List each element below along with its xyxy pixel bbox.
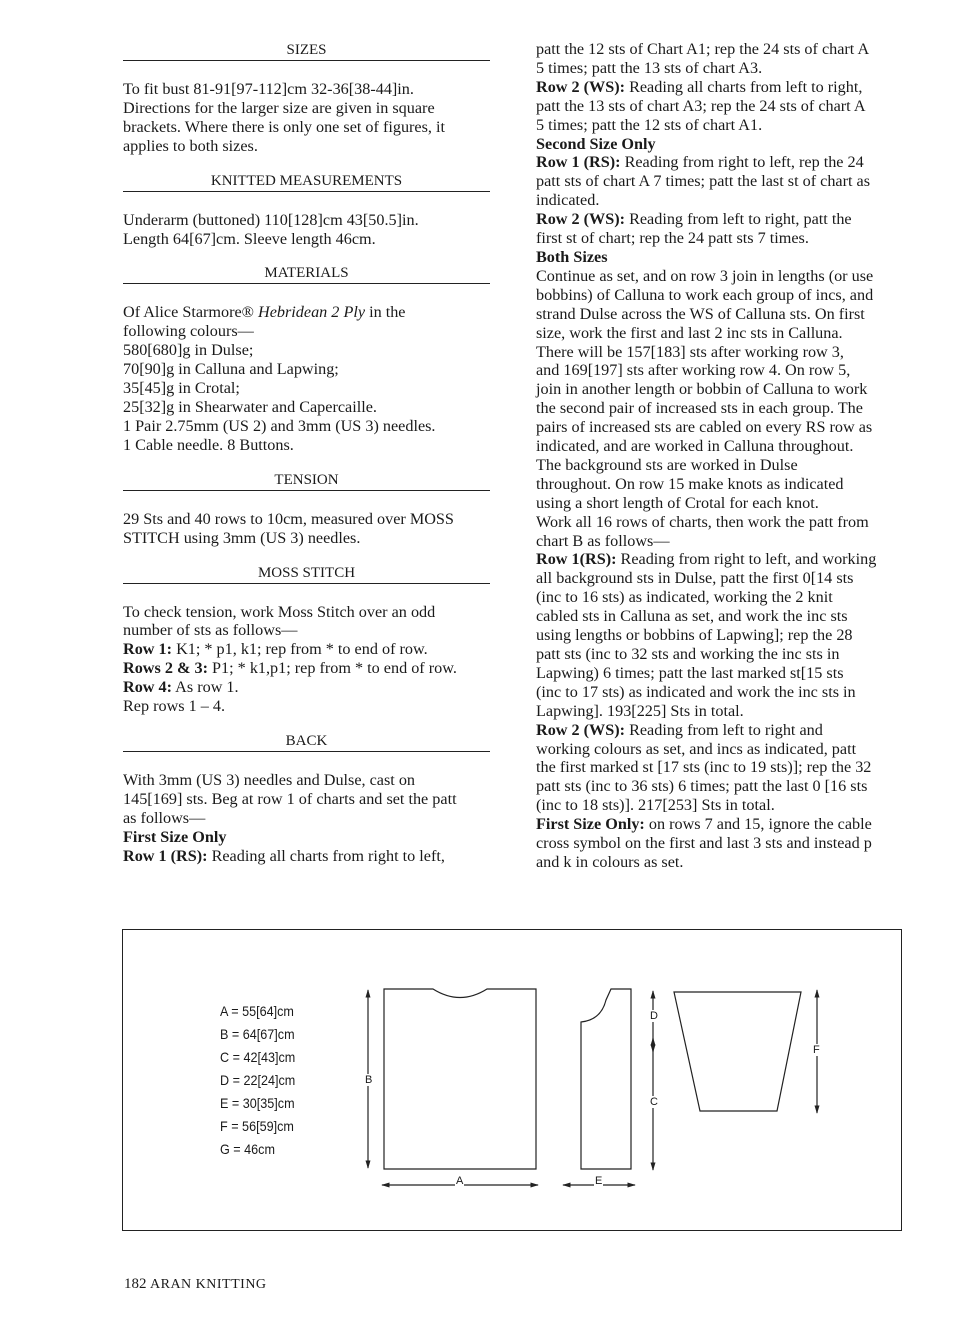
- moss-line: number of sts as follows—: [123, 621, 298, 640]
- instruction-line: [536, 607, 904, 626]
- instruction-text: 5 times; patt the 13 sts of chart A3.: [536, 58, 763, 77]
- instruction-text: (inc to 18 sts)]. 217[253] Sts in total.: [536, 796, 775, 815]
- moss-row: [123, 659, 490, 678]
- instruction-line: [536, 758, 904, 777]
- instruction-text: first st of chart; rep the 24 patt sts 7 times.: [536, 229, 809, 248]
- sizes-line: Directions for the larger size are given in square: [123, 98, 435, 117]
- section-rule: [123, 283, 490, 284]
- instruction-line: [536, 513, 904, 532]
- instruction-line: [536, 721, 904, 740]
- label-d: D: [650, 1010, 658, 1022]
- instruction-line: [536, 418, 904, 437]
- instruction-line: [536, 532, 904, 551]
- instruction-line: [536, 210, 904, 229]
- tension-line: STITCH using 3mm (US 3) needles.: [123, 528, 361, 547]
- tension-line: 29 Sts and 40 rows to 10cm, measured over MOSS: [123, 509, 454, 528]
- instruction-text: using lengths or bobbins of Lapwing]; rep the 28: [536, 626, 853, 645]
- instruction-text: pairs of increased sts are cabled on every RS row as: [536, 418, 873, 437]
- section-title-sizes: SIZES: [286, 42, 327, 58]
- instruction-text: indicated.: [536, 191, 600, 210]
- back-line: as follows—: [123, 808, 206, 827]
- instruction-line: [536, 305, 904, 324]
- instruction-text: patt the 13 sts of chart A3; rep the 24 sts of chart A: [536, 96, 866, 115]
- instruction-line: [536, 702, 904, 721]
- instruction-text: patt the 12 sts of Chart A1; rep the 24 sts of chart A: [536, 40, 870, 58]
- instruction-line: [536, 683, 904, 702]
- section-title-materials: MATERIALS: [264, 265, 349, 282]
- instruction-text: patt sts (inc to 36 sts) 6 times; patt the last 0 [16 sts: [536, 777, 868, 796]
- instruction-line: [536, 40, 904, 59]
- materials-suffix: in the: [365, 303, 406, 322]
- instruction-line: [536, 229, 904, 248]
- yarn-name: Hebridean 2 Ply: [258, 303, 366, 322]
- instruction-text: cabled sts in Calluna as set, and work the inc sts: [536, 607, 848, 626]
- row-label: Row 4:: [123, 678, 173, 697]
- legend-item: D = 22[24]cm: [220, 1072, 296, 1088]
- instruction-line: [536, 97, 904, 116]
- instruction-text: (inc to 17 sts) as indicated and work the inc sts in: [536, 682, 856, 701]
- instruction-text: working colours as set, and incs as indicated, patt: [536, 739, 857, 758]
- instruction-text: and k in colours as set.: [536, 852, 684, 871]
- instruction-line: [536, 191, 904, 210]
- instruction-line: [536, 494, 904, 513]
- label-c: C: [650, 1096, 658, 1108]
- materials-line: 1 Pair 2.75mm (US 2) and 3mm (US 3) needles.: [123, 416, 436, 435]
- sizes-line: applies to both sizes.: [123, 136, 258, 155]
- row-label: Row 1:: [123, 640, 173, 659]
- back-piece-outline: [384, 989, 536, 1169]
- instruction-text: cross symbol on the first and last 3 sts and instead p: [536, 834, 872, 853]
- instruction-line: [536, 664, 904, 683]
- moss-row: [123, 640, 490, 659]
- instruction-text: Reading all charts from left to right,: [625, 77, 863, 96]
- instruction-text: Continue as set, and on row 3 join in lengths (or use: [536, 266, 874, 285]
- left-column: [123, 40, 490, 880]
- instruction-text: strand Dulse across the WS of Calluna sts. On first: [536, 304, 865, 323]
- instruction-line: [536, 777, 904, 796]
- row-label: Row 1 (RS):: [536, 153, 621, 172]
- instruction-text: throughout. On row 15 make knots as indicated: [536, 474, 844, 493]
- instruction-line: [536, 796, 904, 815]
- instruction-line: [536, 399, 904, 418]
- instruction-line: [536, 645, 904, 664]
- instruction-line: [536, 361, 904, 380]
- instruction-line: [536, 324, 904, 343]
- instruction-text: chart B as follows—: [536, 531, 670, 550]
- instruction-line: [536, 740, 904, 759]
- instruction-text: (inc to 16 sts) as indicated, working the 2 knit: [536, 588, 833, 607]
- legend-item: G = 46cm: [220, 1141, 275, 1157]
- instruction-text: Reading from right to left, and working: [616, 550, 877, 569]
- section-rule: [123, 191, 490, 192]
- section-title-tension: TENSION: [274, 471, 339, 488]
- row-label: Row 1(RS):: [536, 550, 617, 569]
- materials-line: 1 Cable needle. 8 Buttons.: [123, 435, 294, 454]
- back-body: [123, 771, 490, 866]
- section-rule: [123, 583, 490, 584]
- legend-item: A = 55[64]cm: [220, 1003, 294, 1019]
- section-title-back: BACK: [285, 732, 328, 749]
- row-text: As row 1.: [172, 678, 239, 697]
- instruction-line: [536, 626, 904, 645]
- instruction-text: the second pair of increased sts in each group. The: [536, 399, 863, 418]
- instruction-text: indicated, and are worked in Calluna throughout.: [536, 437, 854, 456]
- instruction-line: [536, 78, 904, 97]
- instruction-line: [536, 853, 904, 872]
- sleeve-outline: [674, 992, 801, 1111]
- instruction-line: [536, 437, 904, 456]
- page-footer: [124, 1276, 267, 1293]
- materials-prefix: Of Alice Starmore®: [123, 303, 259, 322]
- instruction-text: Lapwing) 6 times; patt the last marked st[15 sts: [536, 663, 844, 682]
- materials-line: 25[32]g in Shearwater and Capercaille.: [123, 397, 377, 416]
- moss-line: To check tension, work Moss Stitch over an odd: [123, 602, 436, 621]
- section-rule: [123, 490, 490, 491]
- measurements-line: Underarm (buttoned) 110[128]cm 43[50.5]in.: [123, 210, 419, 229]
- section-title-knitted-measurements: KNITTED MEASUREMENTS: [210, 172, 403, 189]
- moss-stitch-body: [123, 603, 490, 716]
- row-label: Second Size Only: [536, 134, 656, 153]
- row-label: Row 2 (WS):: [536, 720, 626, 739]
- section-title-moss-stitch: MOSS STITCH: [257, 564, 356, 581]
- section-rule: [123, 60, 490, 61]
- label-a: A: [456, 1175, 464, 1187]
- instruction-line: [536, 153, 904, 172]
- label-e: E: [595, 1175, 603, 1187]
- schematic-diagram: [122, 929, 902, 1231]
- back-row: [123, 847, 490, 866]
- instruction-line: [536, 286, 904, 305]
- row-text: Reading all charts from right to left,: [207, 846, 445, 865]
- moss-tail: Rep rows 1 – 4.: [123, 697, 226, 716]
- materials-line: 35[45]g in Crotal;: [123, 379, 240, 398]
- moss-row: [123, 678, 490, 697]
- row-label: Row 2 (WS):: [536, 210, 626, 229]
- instruction-text: patt sts (inc to 32 sts and working the inc sts in: [536, 645, 840, 663]
- back-line: With 3mm (US 3) needles and Dulse, cast on: [123, 770, 416, 789]
- materials-line: 70[90]g in Calluna and Lapwing;: [123, 360, 339, 379]
- instruction-text: join in another length or bobbin of Calluna to work: [536, 380, 868, 399]
- schematic-shapes: [123, 930, 901, 1230]
- instruction-text: using a short length of Crotal for each knot.: [536, 493, 819, 512]
- legend-item: E = 30[35]cm: [220, 1095, 295, 1111]
- instruction-text: on rows 7 and 15, ignore the cable: [644, 815, 872, 834]
- instruction-line: [536, 569, 904, 588]
- legend-item: B = 64[67]cm: [220, 1026, 295, 1042]
- instruction-text: Reading from left to right and: [625, 720, 823, 739]
- instruction-text: the first marked st [17 sts (inc to 19 sts)]; rep the 32: [536, 758, 872, 777]
- back-line: 145[169] sts. Beg at row 1 of charts and set the patt: [123, 789, 457, 808]
- instruction-text: and 169[197] sts after working row 4. On row 5,: [536, 361, 851, 380]
- right-column: [536, 40, 904, 872]
- row-text: P1; * k1,p1; rep from * to end of row.: [207, 659, 457, 678]
- measurements-body: [123, 211, 490, 249]
- book-title: ARAN KNITTING: [150, 1277, 267, 1292]
- instruction-text: The background sts are worked in Dulse: [536, 455, 798, 474]
- instruction-line: [536, 834, 904, 853]
- instruction-line: [536, 343, 904, 362]
- instruction-text: Work all 16 rows of charts, then work the patt from: [536, 512, 869, 531]
- page-number: 182: [124, 1276, 147, 1292]
- first-size-only-heading: First Size Only: [123, 827, 227, 846]
- sizes-line: To fit bust 81-91[97-112]cm 32-36[38-44]in.: [123, 80, 414, 98]
- label-b: B: [365, 1074, 373, 1086]
- instruction-line: [536, 380, 904, 399]
- instruction-text: There will be 157[183] sts after working row 3,: [536, 342, 844, 361]
- instruction-line: [536, 550, 904, 569]
- row-label: Both Sizes: [536, 247, 608, 266]
- label-f: F: [813, 1044, 820, 1056]
- instruction-line: [536, 475, 904, 494]
- instruction-line: [536, 267, 904, 286]
- materials-line: following colours—: [123, 322, 254, 341]
- instruction-line: [536, 456, 904, 475]
- row-label: First Size Only:: [536, 815, 645, 834]
- section-rule: [123, 751, 490, 752]
- instruction-line: [536, 59, 904, 78]
- instruction-line: [536, 588, 904, 607]
- instruction-line: [536, 815, 904, 834]
- instruction-text: all background sts in Dulse, patt the first 0[14 sts: [536, 569, 854, 588]
- row-label: Row 2 (WS):: [536, 77, 626, 96]
- tension-body: [123, 510, 490, 548]
- instruction-line: [536, 116, 904, 135]
- front-piece-outline: [581, 989, 631, 1169]
- materials-line: [123, 303, 490, 322]
- measurements-line: Length 64[67]cm. Sleeve length 46cm.: [123, 229, 376, 248]
- instruction-text: size, work the first and last 2 inc sts in Calluna.: [536, 323, 843, 342]
- legend-item: F = 56[59]cm: [220, 1118, 294, 1134]
- sizes-body: [123, 80, 490, 156]
- materials-body: [123, 303, 490, 454]
- row-text: K1; * p1, k1; rep from * to end of row.: [172, 640, 428, 659]
- instruction-line: [536, 135, 904, 154]
- legend-item: C = 42[43]cm: [220, 1049, 296, 1065]
- materials-line: 580[680]g in Dulse;: [123, 341, 254, 360]
- row-label: Rows 2 & 3:: [123, 659, 208, 678]
- instruction-text: Reading from right to left, rep the 24: [620, 153, 864, 172]
- row-label: Row 1 (RS):: [123, 846, 208, 865]
- sizes-line: brackets. Where there is only one set of figures, it: [123, 117, 445, 136]
- instruction-text: bobbins) of Calluna to work each group of incs, and: [536, 285, 874, 304]
- instruction-text: 5 times; patt the 12 sts of chart A1.: [536, 115, 763, 134]
- instruction-line: [536, 172, 904, 191]
- instruction-text: patt sts of chart A 7 times; patt the last st of chart as: [536, 172, 871, 191]
- instruction-line: [536, 248, 904, 267]
- instruction-text: Lapwing]. 193[225] Sts in total.: [536, 701, 744, 720]
- instruction-text: Reading from left to right, patt the: [625, 210, 852, 229]
